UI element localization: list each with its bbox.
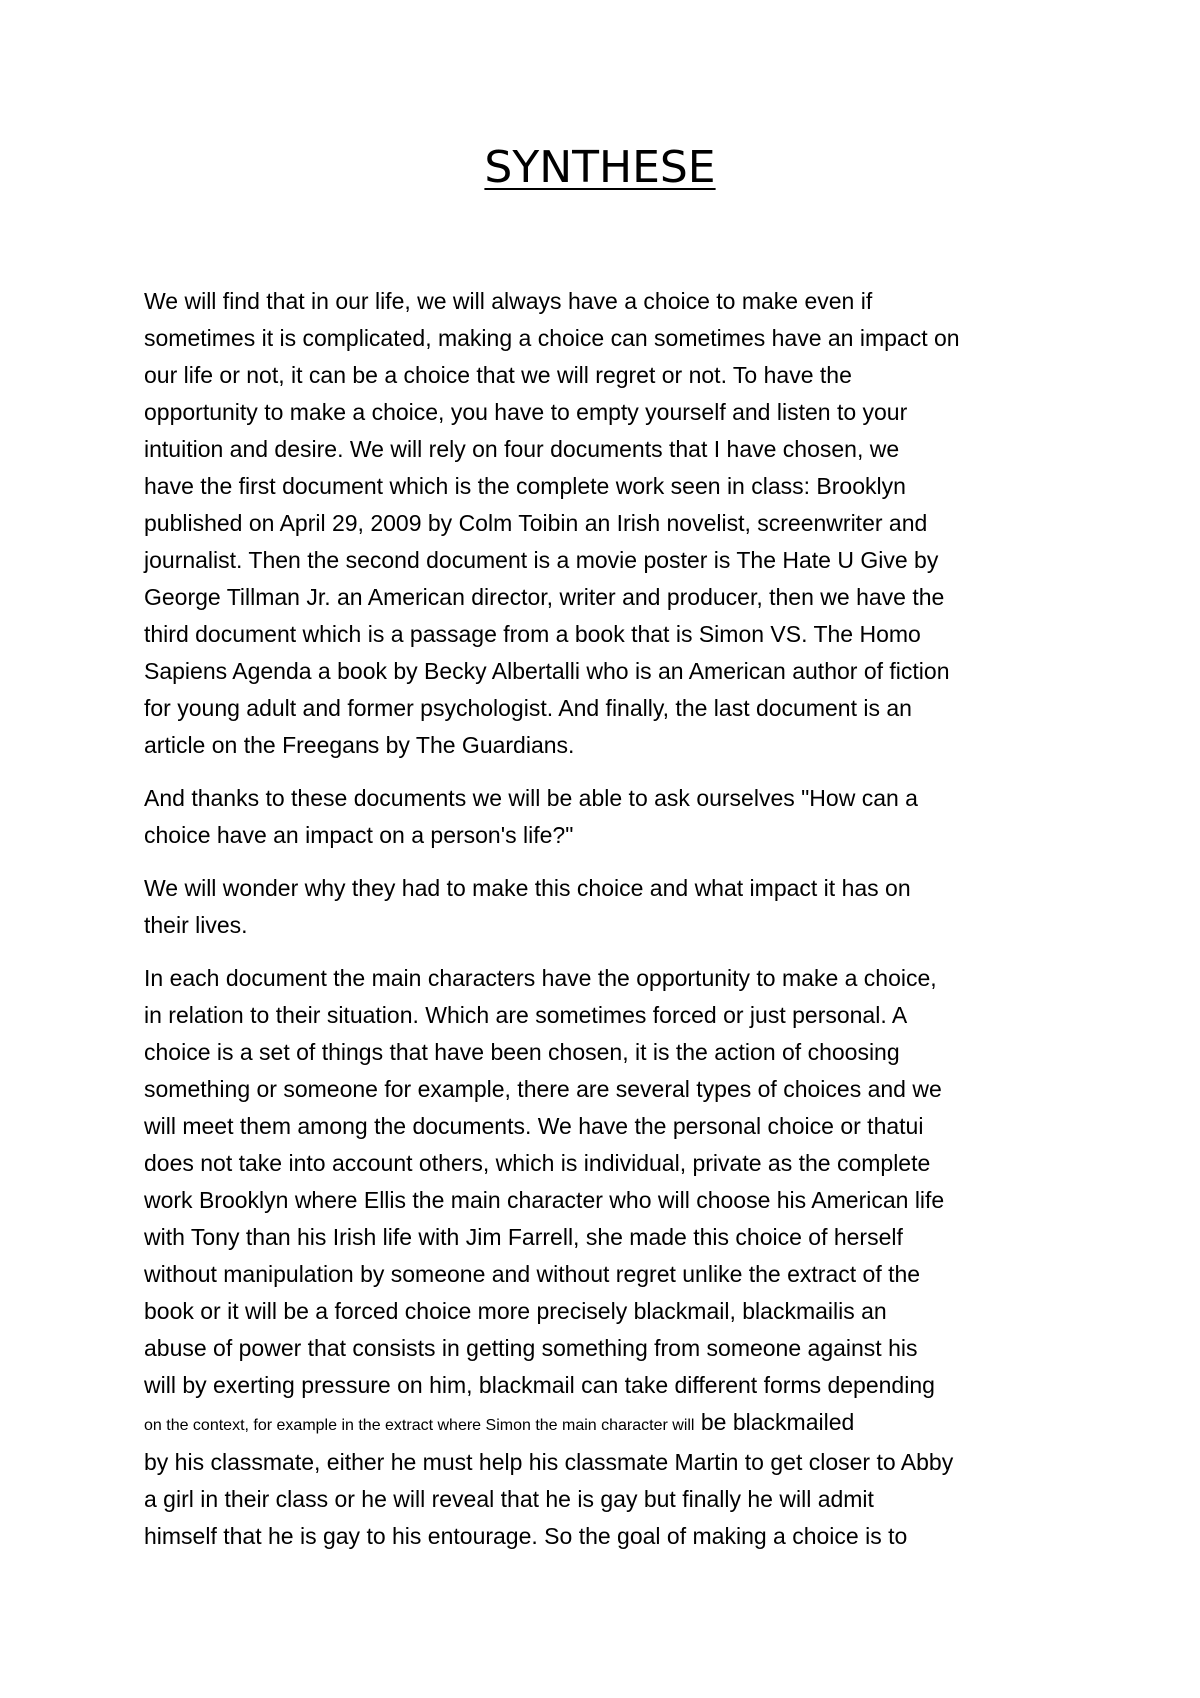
text-line: Sapiens Agenda a book by Becky Albertalli who is an American author of fiction (144, 658, 950, 684)
text-run: be blackmailed (694, 1409, 855, 1435)
text-line: article on the Freegans by The Guardians. (144, 732, 575, 758)
text-line: And thanks to these documents we will be able to ask ourselves "How can a (144, 785, 918, 811)
text-line: will meet them among the documents. We have the personal choice or thatui (144, 1113, 924, 1139)
text-line: third document which is a passage from a book that is Simon VS. The Homo (144, 621, 921, 647)
text-line: himself that he is gay to his entourage. So the goal of making a choice is to (144, 1523, 908, 1549)
document-body (144, 283, 1064, 1571)
text-line: intuition and desire. We will rely on four documents that I have chosen, we (144, 436, 900, 462)
text-line: something or someone for example, there are several types of choices and we (144, 1076, 942, 1102)
text-line: abuse of power that consists in getting something from someone against his (144, 1335, 918, 1361)
text-line: book or it will be a forced choice more precisely blackmail, blackmailis an (144, 1298, 887, 1324)
text-line: published on April 29, 2009 by Colm Toibin an Irish novelist, screenwriter and (144, 510, 928, 536)
text-line: have the first document which is the complete work seen in class: Brooklyn (144, 473, 906, 499)
text-line: for young adult and former psychologist. And finally, the last document is an (144, 695, 912, 721)
text-line: choice have an impact on a person's life?" (144, 822, 574, 848)
text-line: will by exerting pressure on him, blackmail can take different forms depending (144, 1372, 935, 1398)
text-line: choice is a set of things that have been chosen, it is the action of choosing (144, 1039, 900, 1065)
text-line-mixed (144, 1404, 1064, 1444)
text-line: does not take into account others, which is individual, private as the complete (144, 1150, 931, 1176)
text-line: work Brooklyn where Ellis the main character who will choose his American life (144, 1187, 945, 1213)
text-line: their lives. (144, 912, 248, 938)
page-title: SYNTHESE (484, 142, 716, 193)
text-line: journalist. Then the second document is a movie poster is The Hate U Give by (144, 547, 939, 573)
text-line: In each document the main characters have the opportunity to make a choice, (144, 965, 937, 991)
text-line: in relation to their situation. Which are sometimes forced or just personal. A (144, 1002, 908, 1028)
text-line: sometimes it is complicated, making a choice can sometimes have an impact on (144, 325, 960, 351)
text-line: our life or not, it can be a choice that we will regret or not. To have the (144, 362, 852, 388)
text-line: with Tony than his Irish life with Jim Farrell, she made this choice of herself (144, 1224, 903, 1250)
small-text-run: on the context, for example in the extract where Simon the main character will (144, 1417, 695, 1434)
text-line: a girl in their class or he will reveal that he is gay but finally he will admit (144, 1486, 874, 1512)
paragraph-wonder (144, 870, 1064, 944)
paragraph-question (144, 780, 1064, 854)
text-line: We will wonder why they had to make this choice and what impact it has on (144, 875, 911, 901)
paragraph-intro (144, 283, 1064, 764)
text-line: George Tillman Jr. an American director, writer and producer, then we have the (144, 584, 945, 610)
text-line: by his classmate, either he must help his classmate Martin to get closer to Abby (144, 1449, 954, 1475)
text-line: without manipulation by someone and without regret unlike the extract of the (144, 1261, 921, 1287)
paragraph-analysis (144, 960, 1064, 1555)
text-line: opportunity to make a choice, you have to empty yourself and listen to your (144, 399, 908, 425)
text-line: We will find that in our life, we will always have a choice to make even if (144, 288, 873, 314)
